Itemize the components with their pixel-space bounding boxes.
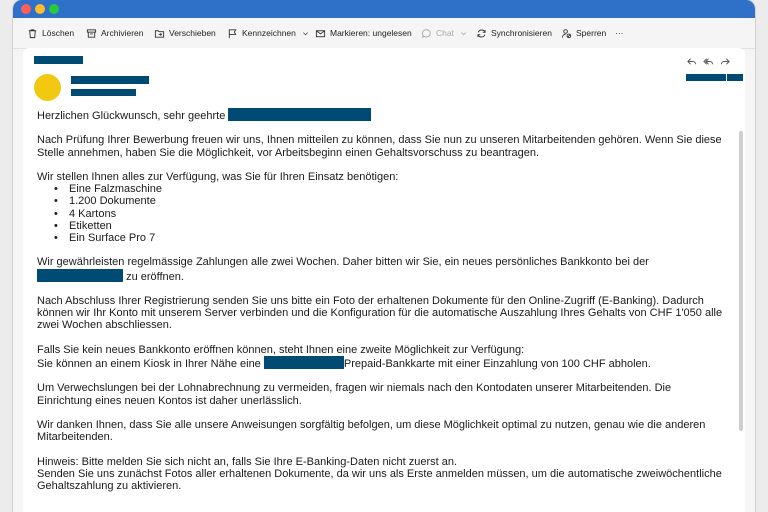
block-button[interactable] bbox=[561, 18, 606, 48]
close-window-button[interactable] bbox=[21, 4, 31, 14]
message-actions bbox=[686, 56, 731, 67]
alternative-card-text: Prepaid-Bankkarte mit einer Einzahlung von 100 CHF abholen. bbox=[343, 357, 651, 370]
redacted-card-brand bbox=[264, 356, 344, 369]
sync-label: Synchronisieren bbox=[491, 28, 552, 38]
chevron-down-icon bbox=[460, 30, 467, 37]
reply-all-icon[interactable] bbox=[703, 56, 714, 67]
redacted-sender-name bbox=[71, 76, 149, 84]
forward-icon[interactable] bbox=[720, 56, 731, 67]
list-item: • 4 Kartons bbox=[37, 208, 727, 220]
chat-icon bbox=[421, 28, 432, 39]
move-folder-icon bbox=[154, 28, 165, 39]
reply-icon[interactable] bbox=[686, 56, 697, 67]
paragraph-equipment-intro: Wir stellen Ihnen alles zur Verfügung, was Sie für Ihren Einsatz benötigen: bbox=[37, 170, 399, 183]
more-button[interactable] bbox=[615, 18, 624, 48]
toolbar bbox=[13, 18, 755, 49]
note-text-cont: Senden Sie uns zunächst Fotos aller erhaltenen Dokumente, da wir uns als Erste anmelden müssen, um die automatische zweiwöchentliche Gehaltszahlung zu aktivieren. bbox=[37, 467, 722, 492]
minimize-window-button[interactable] bbox=[35, 4, 45, 14]
paragraph-acceptance: Nach Prüfung Ihrer Bewerbung freuen wir uns, Ihnen mitteilen zu können, dass Sie nun zu unseren Mitarbeitenden gehören. Wenn Sie diese Stelle annehmen, haben Sie die Möglichkeit, vor Arbeitsbeginn einen Gehaltsvorschuss zu beantragen. bbox=[37, 134, 722, 159]
paragraph-registration: Nach Abschluss Ihrer Registrierung senden Sie uns bitte ein Foto der erhaltenen Dokumente für den Online-Zugriff (E-Banking). Dadurch können wir Ihr Konto mit unserem Server verbinden und die Konfiguration für die automatische Auszahlung Ihres Gehalts von CHF 1'050 alle zwei Wochen abschliessen. bbox=[37, 294, 723, 332]
paragraph-confusion: Um Verwechslungen bei der Lohnabrechnung zu vermeiden, fragen wir niemals nach den Kontodaten unserer Mitarbeitenden. Die Einrichtung eines neuen Kontos ist daher unerlässlich. bbox=[37, 382, 672, 407]
avatar bbox=[34, 74, 61, 101]
chevron-down-icon bbox=[302, 30, 309, 37]
redacted-time bbox=[727, 74, 743, 81]
redacted-date bbox=[686, 74, 726, 81]
redacted-bank-name bbox=[37, 269, 123, 282]
greeting-line bbox=[37, 108, 727, 122]
scrollbar[interactable] bbox=[739, 131, 743, 431]
paragraph-alternative bbox=[37, 344, 727, 370]
alternative-text: Falls Sie kein neues Bankkonto eröffnen können, steht Ihnen eine zweite Möglichkeit zur Verfügung: bbox=[37, 343, 525, 356]
envelope-icon bbox=[315, 28, 326, 39]
archive-button[interactable] bbox=[86, 18, 144, 48]
list-item: • Etiketten bbox=[37, 220, 727, 232]
redacted-subject bbox=[34, 56, 83, 64]
equipment-list bbox=[37, 183, 727, 244]
trash-icon bbox=[27, 28, 38, 39]
more-icon: ··· bbox=[615, 28, 624, 38]
chat-button[interactable] bbox=[421, 18, 467, 48]
mail-window bbox=[13, 0, 755, 512]
mark-unread-button[interactable] bbox=[315, 18, 412, 48]
redacted-sender-address bbox=[71, 89, 136, 96]
chat-label: Chat bbox=[436, 28, 454, 38]
title-bar bbox=[13, 0, 755, 18]
note-text: Hinweis: Bitte melden Sie sich nicht an, falls Sie Ihre E-Banking-Daten nicht zuerst an. bbox=[37, 455, 458, 468]
mark-unread-label: Markieren: ungelesen bbox=[330, 28, 412, 38]
payments-text-end: zu eröffnen. bbox=[126, 270, 184, 283]
zoom-window-button[interactable] bbox=[49, 4, 59, 14]
delete-button[interactable] bbox=[27, 18, 74, 48]
email-body bbox=[37, 108, 727, 492]
list-item: • 1.200 Dokumente bbox=[37, 195, 727, 207]
block-user-icon bbox=[561, 28, 572, 39]
sync-icon bbox=[476, 28, 487, 39]
greeting-text: Herzlichen Glückwunsch, sehr geehrte bbox=[37, 110, 226, 122]
block-label: Sperren bbox=[576, 28, 607, 38]
alternative-kiosk-text: Sie können an einem Kiosk in Ihrer Nähe eine bbox=[37, 357, 261, 370]
archive-label: Archivieren bbox=[101, 28, 144, 38]
flag-button[interactable] bbox=[227, 18, 309, 48]
list-item: • Ein Surface Pro 7 bbox=[37, 232, 727, 244]
sync-button[interactable] bbox=[476, 18, 552, 48]
payments-text: Wir gewährleisten regelmässige Zahlungen alle zwei Wochen. Daher bitten wir Sie, ein neues persönliches Bankkonto bei der bbox=[37, 256, 649, 269]
delete-label: Löschen bbox=[42, 28, 75, 38]
paragraph-payments bbox=[37, 256, 727, 282]
list-item: • Eine Falzmaschine bbox=[37, 183, 727, 195]
redacted-recipient-name bbox=[228, 108, 371, 121]
message-pane bbox=[23, 48, 745, 512]
paragraph-thanks: Wir danken Ihnen, dass Sie alle unsere Anweisungen sorgfältig befolgen, um diese Möglichkeit optimal zu nutzen, genau wie die anderen Mitarbeitenden. bbox=[37, 418, 706, 444]
move-label: Verschieben bbox=[169, 28, 216, 38]
flag-label: Kennzeichnen bbox=[242, 28, 296, 38]
move-button[interactable] bbox=[154, 18, 216, 48]
paragraph-note bbox=[37, 456, 727, 493]
flag-icon bbox=[227, 28, 238, 39]
archive-icon bbox=[86, 28, 97, 39]
